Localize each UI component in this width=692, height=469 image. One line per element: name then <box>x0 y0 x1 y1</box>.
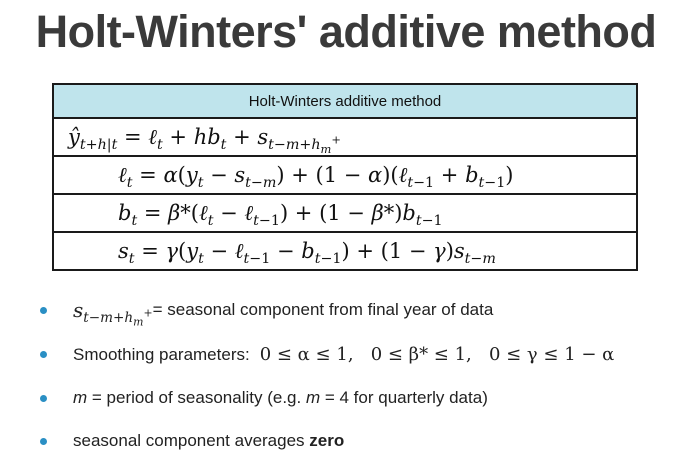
bullet-text: seasonal component averages <box>73 431 310 450</box>
seasonal-term: $s_{t-m+h_m^+}$ <box>73 298 153 329</box>
seasonal-equation: $s_t = \gamma(y_t$ − ℓ$_{t-1}$ − $b_{t-1}) + (1 - \gamma)s_{t-m}$ <box>118 238 496 267</box>
list-item <box>40 344 614 365</box>
bullet-emphasis: zero <box>309 431 345 450</box>
list-item <box>40 388 488 408</box>
level-equation: ℓ$_t$ = $\alpha(y_t - s_{t-m}) + (1$ − α)(ℓ$_{t-1}$ + $b_{t-1}$) <box>53 156 637 194</box>
bullet-icon <box>40 438 47 445</box>
bullet-text: Smoothing parameters: <box>73 344 250 364</box>
bullet-icon <box>40 307 47 314</box>
parameter-constraints: 0 ≤ α ≤ 1, 0 ≤ β* ≤ 1, 0 ≤ γ ≤ 1 − α <box>259 344 615 365</box>
table-header: Holt-Winters additive method <box>53 84 637 118</box>
slide-title: Holt-Winters' additive method <box>35 6 657 57</box>
trend-equation: $b_t$ = β*(ℓ$_t$ − ℓ$_{t-1}$) + $(1 - \beta*)b_{t-1}$ <box>53 194 637 232</box>
bullet-icon <box>40 395 47 402</box>
bullet-icon <box>40 351 47 358</box>
bullet-emphasis: m <box>305 388 321 407</box>
list-item <box>40 298 494 329</box>
list-item <box>40 431 344 451</box>
bullet-text: = 4 for quarterly data) <box>320 388 488 407</box>
bullet-text: = seasonal component from final year of data <box>152 300 494 320</box>
forecast-equation: $ŷ_{t+h|t}$ = ℓ$_t$ + $hb_t + s_{t-m+h_m^+}$ <box>53 118 637 156</box>
bullet-emphasis: m <box>73 388 88 407</box>
bullet-text: = period of seasonality (e.g. <box>87 388 306 407</box>
